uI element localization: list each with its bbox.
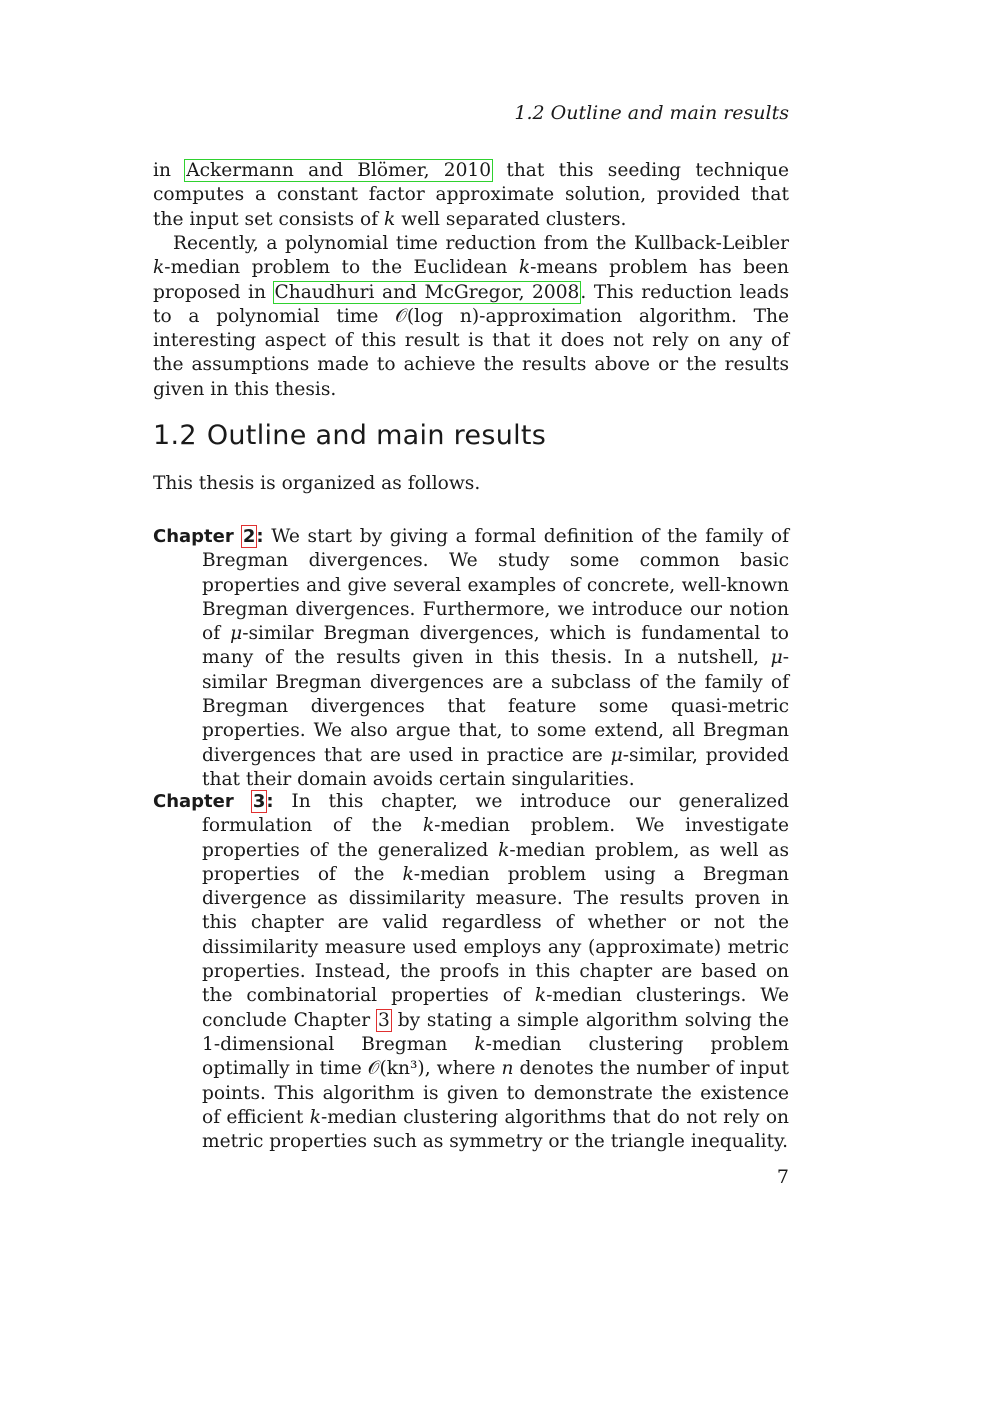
section-title: Outline and main results	[206, 420, 547, 451]
citation-ackermann-bloemer-2010[interactable]: Ackermann and Blömer, 2010	[186, 160, 492, 181]
text-span: . This reduction leads to a polynomial time	[153, 281, 790, 327]
text-span: denotes the number of input points. This algorithm is given to demonstrate the existence of efficient	[202, 1058, 789, 1128]
chapter-2-summary	[153, 525, 789, 792]
citation-chaudhuri-mcgregor-2008[interactable]: Chaudhuri and McGregor, 2008	[274, 281, 580, 303]
chapter-3-link[interactable]: 3	[252, 791, 266, 812]
section-heading	[153, 419, 546, 453]
text-span: , where	[424, 1058, 502, 1080]
text-span: -median problem to the Euclidean	[164, 257, 519, 279]
chapter-3-inline-link[interactable]: 3	[378, 1009, 390, 1031]
math-k: k	[384, 208, 396, 230]
text-span: -similar, provided that their domain avoids certain singularities.	[202, 744, 790, 790]
colon: :	[256, 526, 264, 547]
chapter-3-summary	[153, 790, 789, 1154]
chapter-label-text: Chapter	[153, 526, 234, 547]
text-span: In this chapter, we introduce our generalized formulation of the	[202, 791, 789, 837]
math-k: k	[402, 863, 414, 885]
page	[153, 0, 789, 1414]
math-mu: μ	[610, 744, 623, 766]
math-big-o-log-n: 𝒪(log n)	[395, 305, 480, 327]
math-mu: μ	[230, 623, 243, 645]
intro-paragraph-1	[153, 159, 789, 232]
text-span: -similar Bregman divergences are a subclass of the family of Bregman divergences that feature some quasi-metric properties. We also argue that, to some extend, all Bregman divergences that are used in practice are	[202, 647, 789, 766]
intro-paragraph-2	[153, 232, 789, 402]
text-span: -median problem. We investigate properties of the generalized	[202, 815, 789, 861]
text-span: -approximation algorithm. The interesting aspect of this result is that it does not rely on any of the assumptions made to achieve the results above or the results given in this thesis.	[153, 305, 789, 400]
math-k: k	[518, 257, 531, 279]
text-span: -median clusterings. We conclude Chapter	[202, 985, 789, 1031]
text-span: -median problem, as well as properties of the	[202, 839, 790, 885]
text-span: Recently, a polynomial time reduction from the Kullback-Leibler	[173, 233, 789, 254]
math-k: k	[534, 985, 547, 1007]
running-head: 1.2 Outline and main results	[514, 102, 789, 124]
text-span: -median problem using a Bregman divergence as dissimilarity measure. The results proven in this chapter are valid regardless of whether or not the dissimilarity measure used employs any (approximate) metric properties. Instead, the proofs in this chapter are based on the combinatorial properties of	[202, 863, 789, 1007]
math-k: k	[422, 815, 435, 837]
text-span: by stating a simple algorithm solving the 1-dimensional Bregman	[202, 1009, 789, 1055]
math-n: n	[501, 1058, 514, 1080]
math-mu: μ	[770, 647, 783, 669]
text-span: We start by giving a formal definition of the family of Bregman divergences. We study some common basic properties and give several examples of concrete, well-known Bregman divergences. Furthermore, we introduce our notion of	[202, 526, 789, 645]
section-number: 1.2	[153, 420, 197, 451]
page-number: 7	[776, 1166, 789, 1188]
chapter-label	[153, 791, 274, 812]
text-span: -median clustering problem optimally in time	[202, 1033, 790, 1080]
math-k: k	[474, 1033, 486, 1055]
math-big-o-kn3: 𝒪(kn³)	[367, 1058, 425, 1080]
text-span: in	[153, 160, 186, 181]
chapter-label-text: Chapter	[153, 791, 234, 812]
text-span: well separated clusters.	[395, 208, 627, 230]
text-span: -means problem has been proposed in	[153, 257, 789, 303]
math-k: k	[153, 257, 165, 279]
colon: :	[266, 791, 274, 812]
text-span: that this seeding technique computes a constant factor approximate solution, provided that the input set consists of	[153, 160, 789, 230]
text-span: -similar Bregman divergences, which is fundamental to many of the results given in this thesis. In a nutshell,	[202, 623, 789, 669]
text-span: -median clustering algorithms that do not rely on metric properties such as symmetry or the triangle inequality.	[202, 1106, 789, 1153]
chapter-2-link[interactable]: 2	[242, 526, 256, 547]
math-k: k	[498, 839, 510, 861]
chapter-label	[153, 526, 264, 547]
section-lead: This thesis is organized as follows.	[153, 473, 481, 494]
math-k: k	[309, 1106, 321, 1128]
